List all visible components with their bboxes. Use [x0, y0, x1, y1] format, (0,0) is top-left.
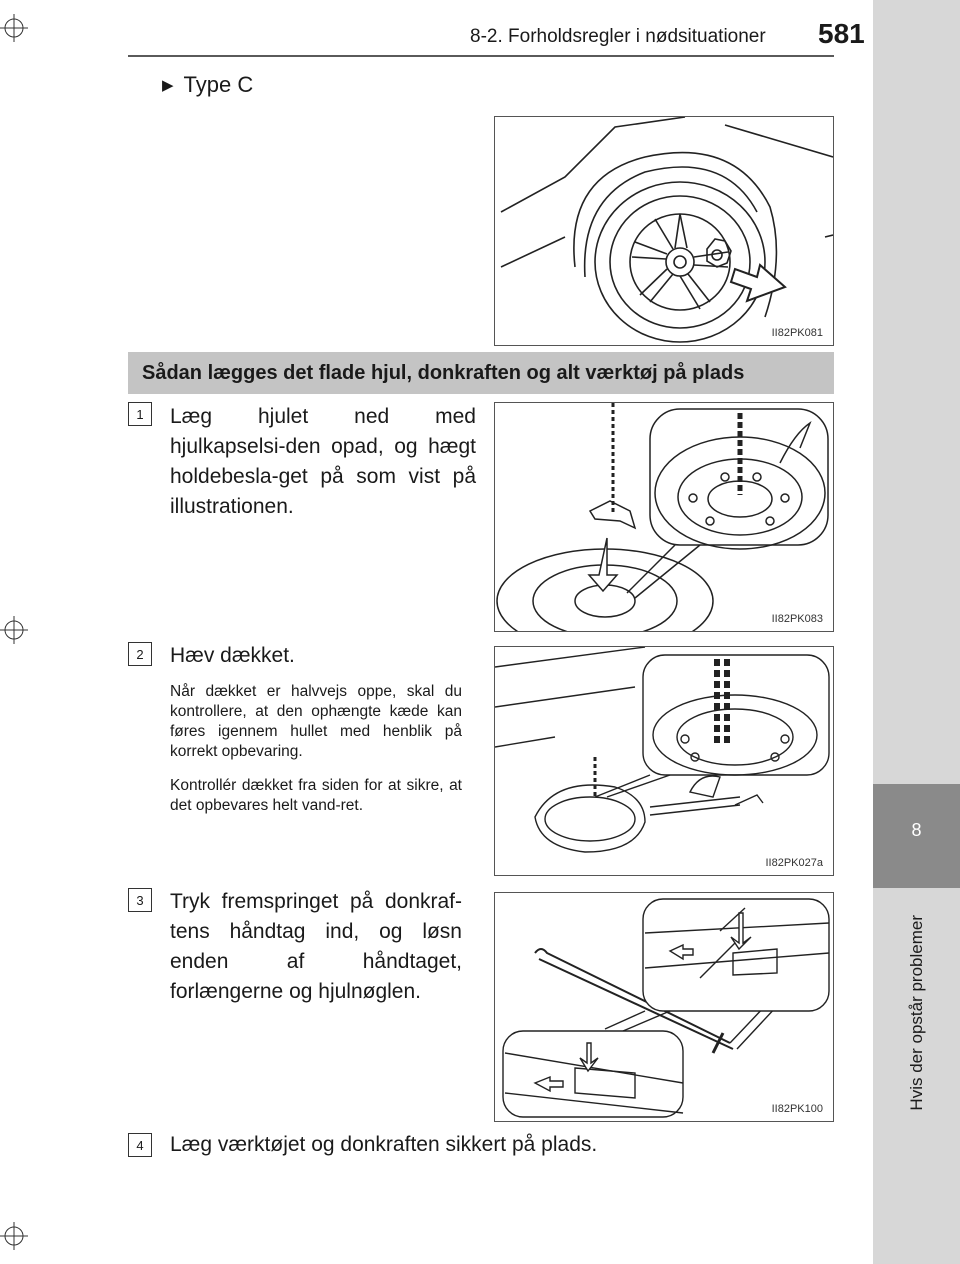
spare-tire-hook-illustration: [495, 403, 833, 631]
section-heading: Sådan lægges det flade hjul, donkraften og alt værktøj på plads: [142, 361, 745, 384]
crop-mark-bottom-left: [0, 1222, 28, 1250]
step-2-text: Hæv dækket.: [170, 644, 295, 667]
type-c-label: Type C: [183, 72, 254, 97]
step-number-3: 3: [128, 888, 152, 912]
header-rule: [128, 55, 834, 57]
step-3-text: Tryk fremspringet på donkraf-tens håndtag ind, og løsn enden af håndtaget, forlængerne og hjulnøglen.: [170, 890, 462, 1003]
figure-step-2: [494, 646, 834, 876]
raise-tire-illustration: [495, 647, 833, 875]
figure-step-3: [494, 892, 834, 1122]
page-number: 581: [818, 18, 865, 49]
figure-code: II82PK081: [771, 327, 823, 339]
step-number-4: 4: [128, 1133, 152, 1157]
jack-handle-illustration: [495, 893, 833, 1121]
step-2-note-2: Kontrollér dækket fra siden for at sikre, at det opbevares helt vand-ret.: [170, 777, 462, 814]
figure-code: II82PK083: [771, 613, 823, 625]
type-c-heading: [162, 72, 253, 98]
step-2-note-1: Når dækket er halvvejs oppe, skal du kontrollere, at den ophængte kæde kan føres igennem hullet med henblik på korrekt opbevaring.: [170, 683, 462, 760]
step-number-1: 1: [128, 402, 152, 426]
crop-mark-top-left: [0, 14, 28, 42]
figure-code: II82PK027a: [765, 857, 823, 869]
triangle-bullet-icon: ▶: [162, 77, 174, 94]
step-number-2: 2: [128, 642, 152, 666]
header-section-title: 8-2. Forholdsregler i nødsituationer: [470, 26, 766, 47]
section-heading-bar: [128, 352, 834, 394]
crop-mark-mid-left: [0, 616, 28, 644]
step-1-text: Læg hjulet ned med hjulkapselsi-den opad, og hægt holdebesla-get på som vist på illustrationen.: [170, 405, 476, 518]
chapter-title-vertical: [873, 888, 960, 1138]
figure-type-c-wheel: [494, 116, 834, 346]
step-4-text: Læg værktøjet og donkraften sikkert på plads.: [170, 1133, 598, 1156]
chapter-title: Hvis der opstår problemer: [906, 915, 926, 1111]
figure-code: II82PK100: [771, 1103, 823, 1115]
figure-step-1: [494, 402, 834, 632]
chapter-number: 8: [911, 820, 922, 840]
wheel-illustration: [495, 117, 833, 345]
